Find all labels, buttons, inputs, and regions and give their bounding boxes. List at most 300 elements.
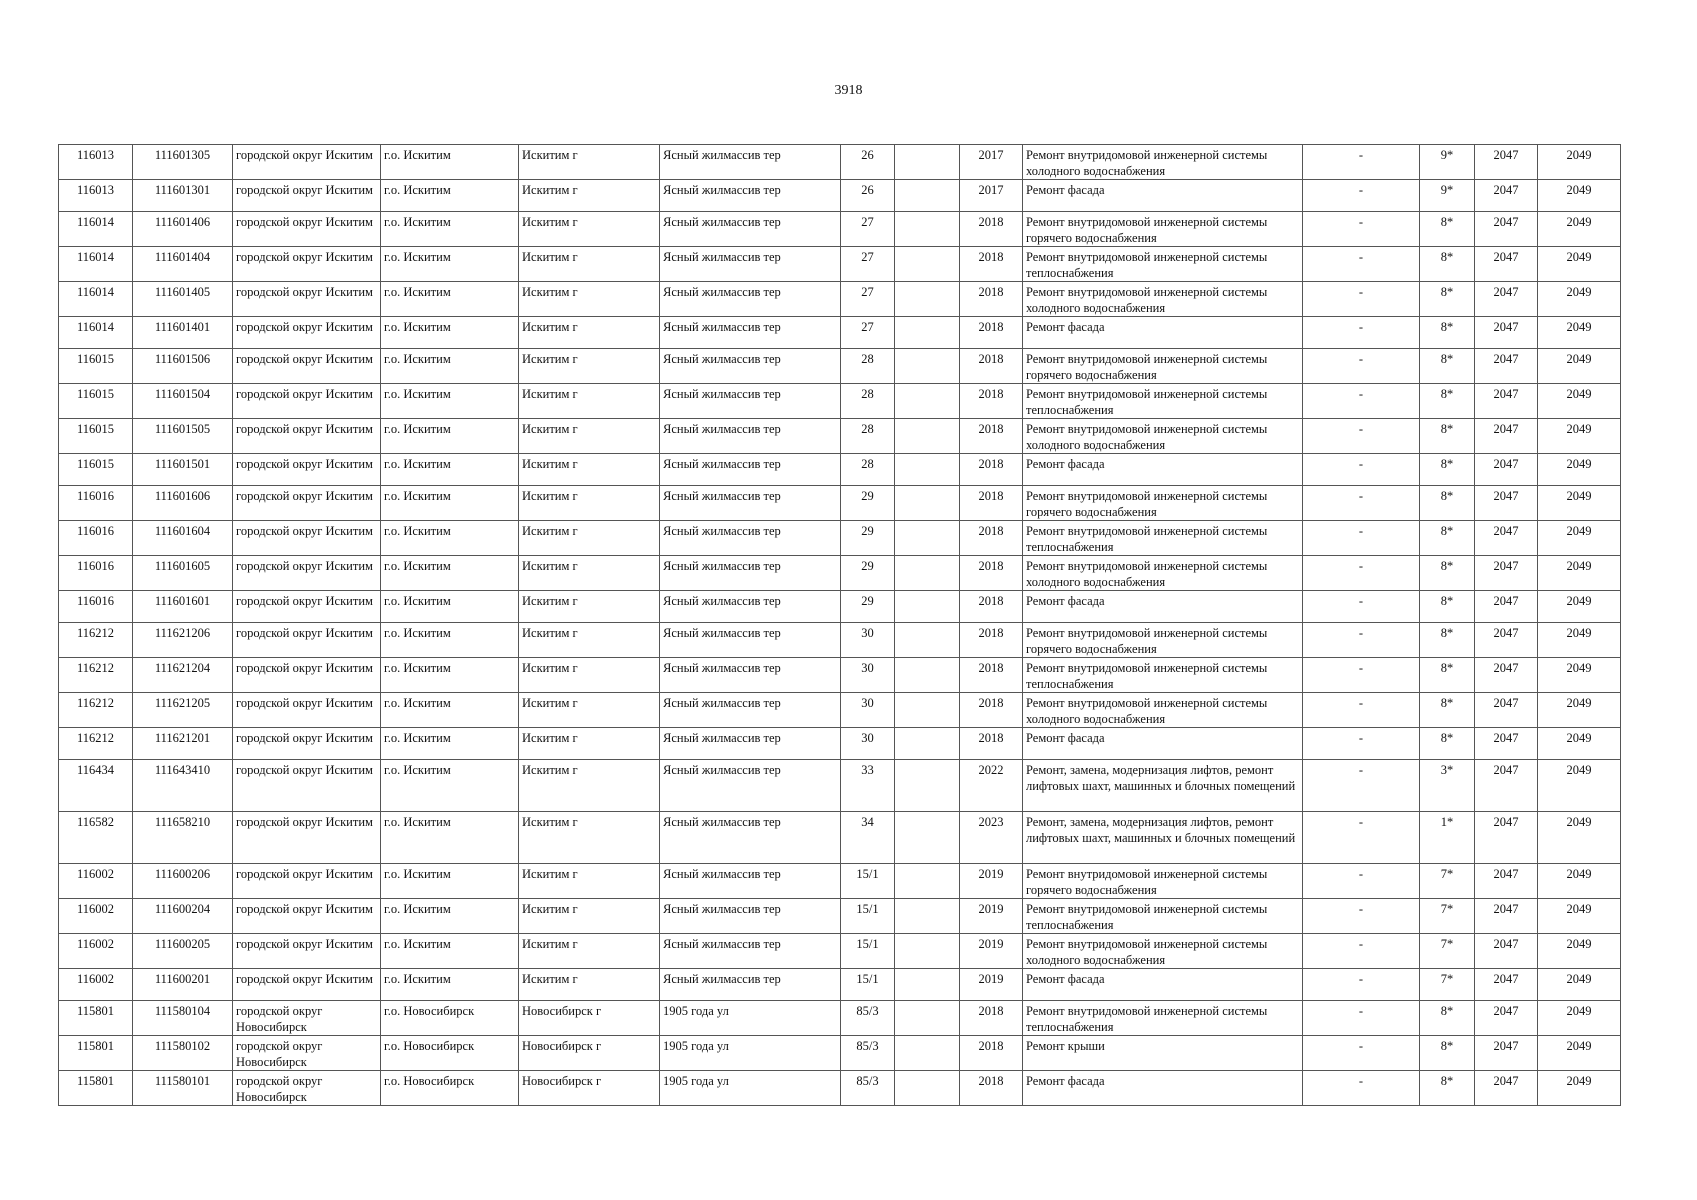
note-cell: 1* xyxy=(1420,812,1475,864)
house-number-cell: 15/1 xyxy=(841,969,895,1001)
house-number-cell: 30 xyxy=(841,623,895,658)
dash-cell: - xyxy=(1303,1036,1420,1071)
commissioning-year-cell: 2018 xyxy=(960,317,1023,349)
dash-cell: - xyxy=(1303,969,1420,1001)
commissioning-year-cell: 2018 xyxy=(960,454,1023,486)
work-type-cell: Ремонт, замена, модернизация лифтов, ремонт лифтовых шахт, машинных и блочных помещений xyxy=(1023,760,1303,812)
work-type-cell: Ремонт внутридомовой инженерной системы холодного водоснабжения xyxy=(1023,145,1303,180)
municipality-cell: городской округ Искитим xyxy=(233,693,381,728)
house-number-cell: 28 xyxy=(841,349,895,384)
table-row xyxy=(59,899,1621,934)
urban-district-cell: г.о. Искитим xyxy=(381,812,519,864)
work-type-cell: Ремонт внутридомовой инженерной системы теплоснабжения xyxy=(1023,658,1303,693)
municipality-cell: городской округ Новосибирск xyxy=(233,1036,381,1071)
period-end-cell: 2049 xyxy=(1538,812,1621,864)
commissioning-year-cell: 2018 xyxy=(960,1036,1023,1071)
building-cell xyxy=(895,899,960,934)
building-cell xyxy=(895,384,960,419)
dash-cell: - xyxy=(1303,282,1420,317)
work-id-cell: 111600206 xyxy=(133,864,233,899)
municipality-cell: городской округ Искитим xyxy=(233,419,381,454)
house-number-cell: 85/3 xyxy=(841,1001,895,1036)
locality-cell: Искитим г xyxy=(519,349,660,384)
street-cell: Ясный жилмассив тер xyxy=(660,899,841,934)
street-cell: Ясный жилмассив тер xyxy=(660,212,841,247)
street-cell: Ясный жилмассив тер xyxy=(660,658,841,693)
building-cell xyxy=(895,145,960,180)
period-end-cell: 2049 xyxy=(1538,693,1621,728)
work-type-cell: Ремонт внутридомовой инженерной системы горячего водоснабжения xyxy=(1023,623,1303,658)
period-end-cell: 2049 xyxy=(1538,212,1621,247)
dash-cell: - xyxy=(1303,591,1420,623)
work-id-cell: 111601604 xyxy=(133,521,233,556)
house-number-cell: 26 xyxy=(841,180,895,212)
record-id-cell: 116016 xyxy=(59,591,133,623)
building-cell xyxy=(895,969,960,1001)
record-id-cell: 115801 xyxy=(59,1071,133,1106)
urban-district-cell: г.о. Искитим xyxy=(381,934,519,969)
locality-cell: Искитим г xyxy=(519,693,660,728)
municipality-cell: городской округ Искитим xyxy=(233,899,381,934)
street-cell: Ясный жилмассив тер xyxy=(660,969,841,1001)
locality-cell: Искитим г xyxy=(519,486,660,521)
locality-cell: Новосибирск г xyxy=(519,1036,660,1071)
urban-district-cell: г.о. Искитим xyxy=(381,212,519,247)
work-type-cell: Ремонт фасада xyxy=(1023,454,1303,486)
commissioning-year-cell: 2023 xyxy=(960,812,1023,864)
dash-cell: - xyxy=(1303,521,1420,556)
building-cell xyxy=(895,247,960,282)
building-cell xyxy=(895,934,960,969)
commissioning-year-cell: 2019 xyxy=(960,864,1023,899)
note-cell: 8* xyxy=(1420,591,1475,623)
urban-district-cell: г.о. Искитим xyxy=(381,969,519,1001)
street-cell: Ясный жилмассив тер xyxy=(660,180,841,212)
period-start-cell: 2047 xyxy=(1475,728,1538,760)
street-cell: Ясный жилмассив тер xyxy=(660,812,841,864)
period-end-cell: 2049 xyxy=(1538,864,1621,899)
period-start-cell: 2047 xyxy=(1475,693,1538,728)
street-cell: Ясный жилмассив тер xyxy=(660,486,841,521)
dash-cell: - xyxy=(1303,180,1420,212)
commissioning-year-cell: 2018 xyxy=(960,282,1023,317)
municipality-cell: городской округ Искитим xyxy=(233,969,381,1001)
street-cell: Ясный жилмассив тер xyxy=(660,623,841,658)
work-id-cell: 111601505 xyxy=(133,419,233,454)
house-number-cell: 27 xyxy=(841,212,895,247)
municipality-cell: городской округ Искитим xyxy=(233,454,381,486)
period-end-cell: 2049 xyxy=(1538,728,1621,760)
dash-cell: - xyxy=(1303,212,1420,247)
note-cell: 8* xyxy=(1420,486,1475,521)
work-type-cell: Ремонт фасада xyxy=(1023,317,1303,349)
commissioning-year-cell: 2018 xyxy=(960,728,1023,760)
municipality-cell: городской округ Искитим xyxy=(233,282,381,317)
municipality-cell: городской округ Искитим xyxy=(233,180,381,212)
building-cell xyxy=(895,212,960,247)
locality-cell: Искитим г xyxy=(519,145,660,180)
work-type-cell: Ремонт внутридомовой инженерной системы теплоснабжения xyxy=(1023,899,1303,934)
building-cell xyxy=(895,591,960,623)
municipality-cell: городской округ Новосибирск xyxy=(233,1071,381,1106)
house-number-cell: 29 xyxy=(841,556,895,591)
work-id-cell: 111600204 xyxy=(133,899,233,934)
work-id-cell: 111601601 xyxy=(133,591,233,623)
note-cell: 3* xyxy=(1420,760,1475,812)
municipality-cell: городской округ Искитим xyxy=(233,658,381,693)
period-end-cell: 2049 xyxy=(1538,623,1621,658)
dash-cell: - xyxy=(1303,899,1420,934)
locality-cell: Искитим г xyxy=(519,899,660,934)
table-row xyxy=(59,556,1621,591)
commissioning-year-cell: 2018 xyxy=(960,1001,1023,1036)
municipality-cell: городской округ Искитим xyxy=(233,212,381,247)
locality-cell: Искитим г xyxy=(519,623,660,658)
table-row xyxy=(59,521,1621,556)
dash-cell: - xyxy=(1303,658,1420,693)
street-cell: Ясный жилмассив тер xyxy=(660,728,841,760)
dash-cell: - xyxy=(1303,693,1420,728)
record-id-cell: 116015 xyxy=(59,454,133,486)
work-id-cell: 111580104 xyxy=(133,1001,233,1036)
work-type-cell: Ремонт внутридомовой инженерной системы холодного водоснабжения xyxy=(1023,419,1303,454)
work-id-cell: 111600201 xyxy=(133,969,233,1001)
record-id-cell: 116002 xyxy=(59,899,133,934)
work-type-cell: Ремонт внутридомовой инженерной системы холодного водоснабжения xyxy=(1023,693,1303,728)
work-type-cell: Ремонт крыши xyxy=(1023,1036,1303,1071)
work-type-cell: Ремонт, замена, модернизация лифтов, ремонт лифтовых шахт, машинных и блочных помещений xyxy=(1023,812,1303,864)
dash-cell: - xyxy=(1303,934,1420,969)
house-number-cell: 15/1 xyxy=(841,864,895,899)
municipality-cell: городской округ Искитим xyxy=(233,864,381,899)
municipality-cell: городской округ Искитим xyxy=(233,349,381,384)
dash-cell: - xyxy=(1303,728,1420,760)
urban-district-cell: г.о. Искитим xyxy=(381,521,519,556)
period-start-cell: 2047 xyxy=(1475,1001,1538,1036)
street-cell: Ясный жилмассив тер xyxy=(660,145,841,180)
work-id-cell: 111601506 xyxy=(133,349,233,384)
table-row xyxy=(59,623,1621,658)
street-cell: Ясный жилмассив тер xyxy=(660,317,841,349)
street-cell: 1905 года ул xyxy=(660,1071,841,1106)
period-start-cell: 2047 xyxy=(1475,591,1538,623)
locality-cell: Искитим г xyxy=(519,384,660,419)
record-id-cell: 116212 xyxy=(59,693,133,728)
note-cell: 8* xyxy=(1420,282,1475,317)
house-number-cell: 26 xyxy=(841,145,895,180)
dash-cell: - xyxy=(1303,1001,1420,1036)
note-cell: 8* xyxy=(1420,521,1475,556)
period-end-cell: 2049 xyxy=(1538,969,1621,1001)
period-start-cell: 2047 xyxy=(1475,247,1538,282)
house-number-cell: 34 xyxy=(841,812,895,864)
note-cell: 8* xyxy=(1420,349,1475,384)
work-type-cell: Ремонт фасада xyxy=(1023,180,1303,212)
table-row xyxy=(59,1001,1621,1036)
period-end-cell: 2049 xyxy=(1538,556,1621,591)
period-end-cell: 2049 xyxy=(1538,349,1621,384)
locality-cell: Искитим г xyxy=(519,419,660,454)
dash-cell: - xyxy=(1303,145,1420,180)
municipality-cell: городской округ Искитим xyxy=(233,812,381,864)
note-cell: 8* xyxy=(1420,623,1475,658)
dash-cell: - xyxy=(1303,317,1420,349)
table-row xyxy=(59,760,1621,812)
house-number-cell: 29 xyxy=(841,486,895,521)
table-row xyxy=(59,693,1621,728)
commissioning-year-cell: 2019 xyxy=(960,934,1023,969)
record-id-cell: 116002 xyxy=(59,864,133,899)
street-cell: Ясный жилмассив тер xyxy=(660,349,841,384)
municipality-cell: городской округ Искитим xyxy=(233,486,381,521)
building-cell xyxy=(895,521,960,556)
period-end-cell: 2049 xyxy=(1538,934,1621,969)
municipality-cell: городской округ Искитим xyxy=(233,591,381,623)
work-id-cell: 111643410 xyxy=(133,760,233,812)
period-end-cell: 2049 xyxy=(1538,247,1621,282)
house-number-cell: 85/3 xyxy=(841,1071,895,1106)
table-row xyxy=(59,934,1621,969)
period-start-cell: 2047 xyxy=(1475,812,1538,864)
work-id-cell: 111621205 xyxy=(133,693,233,728)
period-start-cell: 2047 xyxy=(1475,180,1538,212)
table-row xyxy=(59,658,1621,693)
period-start-cell: 2047 xyxy=(1475,969,1538,1001)
commissioning-year-cell: 2017 xyxy=(960,145,1023,180)
locality-cell: Искитим г xyxy=(519,317,660,349)
record-id-cell: 115801 xyxy=(59,1001,133,1036)
record-id-cell: 116212 xyxy=(59,728,133,760)
building-cell xyxy=(895,349,960,384)
building-cell xyxy=(895,658,960,693)
period-end-cell: 2049 xyxy=(1538,486,1621,521)
period-start-cell: 2047 xyxy=(1475,454,1538,486)
period-start-cell: 2047 xyxy=(1475,486,1538,521)
house-number-cell: 28 xyxy=(841,419,895,454)
municipality-cell: городской округ Новосибирск xyxy=(233,1001,381,1036)
urban-district-cell: г.о. Искитим xyxy=(381,349,519,384)
work-type-cell: Ремонт внутридомовой инженерной системы холодного водоснабжения xyxy=(1023,556,1303,591)
note-cell: 8* xyxy=(1420,556,1475,591)
table-row xyxy=(59,145,1621,180)
dash-cell: - xyxy=(1303,454,1420,486)
work-id-cell: 111580101 xyxy=(133,1071,233,1106)
street-cell: Ясный жилмассив тер xyxy=(660,864,841,899)
table-row xyxy=(59,812,1621,864)
commissioning-year-cell: 2018 xyxy=(960,1071,1023,1106)
work-id-cell: 111601405 xyxy=(133,282,233,317)
period-start-cell: 2047 xyxy=(1475,899,1538,934)
house-number-cell: 30 xyxy=(841,658,895,693)
period-end-cell: 2049 xyxy=(1538,1071,1621,1106)
house-number-cell: 27 xyxy=(841,317,895,349)
period-start-cell: 2047 xyxy=(1475,145,1538,180)
table-row xyxy=(59,349,1621,384)
house-number-cell: 29 xyxy=(841,591,895,623)
commissioning-year-cell: 2018 xyxy=(960,556,1023,591)
street-cell: Ясный жилмассив тер xyxy=(660,693,841,728)
record-id-cell: 116013 xyxy=(59,180,133,212)
commissioning-year-cell: 2019 xyxy=(960,899,1023,934)
locality-cell: Новосибирск г xyxy=(519,1001,660,1036)
table-row xyxy=(59,180,1621,212)
house-number-cell: 28 xyxy=(841,384,895,419)
commissioning-year-cell: 2017 xyxy=(960,180,1023,212)
building-cell xyxy=(895,728,960,760)
building-cell xyxy=(895,282,960,317)
work-id-cell: 111601305 xyxy=(133,145,233,180)
building-cell xyxy=(895,317,960,349)
building-cell xyxy=(895,556,960,591)
municipality-cell: городской округ Искитим xyxy=(233,317,381,349)
locality-cell: Новосибирск г xyxy=(519,1071,660,1106)
period-end-cell: 2049 xyxy=(1538,899,1621,934)
municipality-cell: городской округ Искитим xyxy=(233,556,381,591)
commissioning-year-cell: 2018 xyxy=(960,658,1023,693)
note-cell: 8* xyxy=(1420,317,1475,349)
urban-district-cell: г.о. Искитим xyxy=(381,693,519,728)
dash-cell: - xyxy=(1303,864,1420,899)
record-id-cell: 116015 xyxy=(59,349,133,384)
building-cell xyxy=(895,1071,960,1106)
work-type-cell: Ремонт внутридомовой инженерной системы горячего водоснабжения xyxy=(1023,212,1303,247)
locality-cell: Искитим г xyxy=(519,454,660,486)
locality-cell: Искитим г xyxy=(519,728,660,760)
period-start-cell: 2047 xyxy=(1475,864,1538,899)
note-cell: 8* xyxy=(1420,384,1475,419)
building-cell xyxy=(895,419,960,454)
locality-cell: Искитим г xyxy=(519,658,660,693)
locality-cell: Искитим г xyxy=(519,864,660,899)
work-type-cell: Ремонт внутридомовой инженерной системы теплоснабжения xyxy=(1023,521,1303,556)
record-id-cell: 116016 xyxy=(59,486,133,521)
period-end-cell: 2049 xyxy=(1538,760,1621,812)
work-type-cell: Ремонт внутридомовой инженерной системы горячего водоснабжения xyxy=(1023,864,1303,899)
house-number-cell: 27 xyxy=(841,282,895,317)
commissioning-year-cell: 2018 xyxy=(960,591,1023,623)
municipality-cell: городской округ Искитим xyxy=(233,934,381,969)
period-start-cell: 2047 xyxy=(1475,349,1538,384)
urban-district-cell: г.о. Искитим xyxy=(381,317,519,349)
urban-district-cell: г.о. Искитим xyxy=(381,556,519,591)
table-row xyxy=(59,384,1621,419)
locality-cell: Искитим г xyxy=(519,247,660,282)
municipality-cell: городской округ Искитим xyxy=(233,384,381,419)
urban-district-cell: г.о. Искитим xyxy=(381,623,519,658)
commissioning-year-cell: 2019 xyxy=(960,969,1023,1001)
note-cell: 8* xyxy=(1420,212,1475,247)
locality-cell: Искитим г xyxy=(519,180,660,212)
municipality-cell: городской округ Искитим xyxy=(233,247,381,282)
work-id-cell: 111601605 xyxy=(133,556,233,591)
work-id-cell: 111621204 xyxy=(133,658,233,693)
locality-cell: Искитим г xyxy=(519,556,660,591)
building-cell xyxy=(895,760,960,812)
period-end-cell: 2049 xyxy=(1538,419,1621,454)
dash-cell: - xyxy=(1303,1071,1420,1106)
urban-district-cell: г.о. Новосибирск xyxy=(381,1036,519,1071)
record-id-cell: 116014 xyxy=(59,212,133,247)
table-row xyxy=(59,728,1621,760)
note-cell: 7* xyxy=(1420,899,1475,934)
work-id-cell: 111600205 xyxy=(133,934,233,969)
work-id-cell: 111601501 xyxy=(133,454,233,486)
locality-cell: Искитим г xyxy=(519,969,660,1001)
urban-district-cell: г.о. Новосибирск xyxy=(381,1001,519,1036)
building-cell xyxy=(895,1036,960,1071)
note-cell: 8* xyxy=(1420,419,1475,454)
locality-cell: Искитим г xyxy=(519,212,660,247)
urban-district-cell: г.о. Искитим xyxy=(381,384,519,419)
table-row xyxy=(59,282,1621,317)
house-number-cell: 30 xyxy=(841,693,895,728)
registry-table xyxy=(58,144,1621,1106)
dash-cell: - xyxy=(1303,349,1420,384)
work-id-cell: 111601406 xyxy=(133,212,233,247)
work-type-cell: Ремонт внутридомовой инженерной системы горячего водоснабжения xyxy=(1023,349,1303,384)
table-row xyxy=(59,864,1621,899)
record-id-cell: 116002 xyxy=(59,934,133,969)
commissioning-year-cell: 2018 xyxy=(960,521,1023,556)
note-cell: 7* xyxy=(1420,969,1475,1001)
work-type-cell: Ремонт внутридомовой инженерной системы холодного водоснабжения xyxy=(1023,934,1303,969)
work-id-cell: 111621206 xyxy=(133,623,233,658)
street-cell: 1905 года ул xyxy=(660,1036,841,1071)
period-start-cell: 2047 xyxy=(1475,934,1538,969)
building-cell xyxy=(895,693,960,728)
note-cell: 9* xyxy=(1420,180,1475,212)
work-id-cell: 111621201 xyxy=(133,728,233,760)
table-row xyxy=(59,486,1621,521)
dash-cell: - xyxy=(1303,486,1420,521)
period-start-cell: 2047 xyxy=(1475,1071,1538,1106)
building-cell xyxy=(895,864,960,899)
house-number-cell: 15/1 xyxy=(841,899,895,934)
record-id-cell: 116212 xyxy=(59,623,133,658)
note-cell: 8* xyxy=(1420,454,1475,486)
record-id-cell: 116016 xyxy=(59,521,133,556)
dash-cell: - xyxy=(1303,760,1420,812)
street-cell: 1905 года ул xyxy=(660,1001,841,1036)
period-end-cell: 2049 xyxy=(1538,1001,1621,1036)
record-id-cell: 116016 xyxy=(59,556,133,591)
street-cell: Ясный жилмассив тер xyxy=(660,556,841,591)
house-number-cell: 30 xyxy=(841,728,895,760)
building-cell xyxy=(895,623,960,658)
urban-district-cell: г.о. Новосибирск xyxy=(381,1071,519,1106)
note-cell: 8* xyxy=(1420,1036,1475,1071)
record-id-cell: 116015 xyxy=(59,419,133,454)
work-type-cell: Ремонт фасада xyxy=(1023,728,1303,760)
locality-cell: Искитим г xyxy=(519,760,660,812)
table-row xyxy=(59,591,1621,623)
table-row xyxy=(59,969,1621,1001)
work-type-cell: Ремонт внутридомовой инженерной системы теплоснабжения xyxy=(1023,247,1303,282)
dash-cell: - xyxy=(1303,556,1420,591)
house-number-cell: 29 xyxy=(841,521,895,556)
municipality-cell: городской округ Искитим xyxy=(233,760,381,812)
period-start-cell: 2047 xyxy=(1475,1036,1538,1071)
building-cell xyxy=(895,1001,960,1036)
note-cell: 8* xyxy=(1420,693,1475,728)
dash-cell: - xyxy=(1303,384,1420,419)
record-id-cell: 116582 xyxy=(59,812,133,864)
locality-cell: Искитим г xyxy=(519,521,660,556)
commissioning-year-cell: 2018 xyxy=(960,349,1023,384)
record-id-cell: 116212 xyxy=(59,658,133,693)
commissioning-year-cell: 2022 xyxy=(960,760,1023,812)
work-type-cell: Ремонт фасада xyxy=(1023,591,1303,623)
